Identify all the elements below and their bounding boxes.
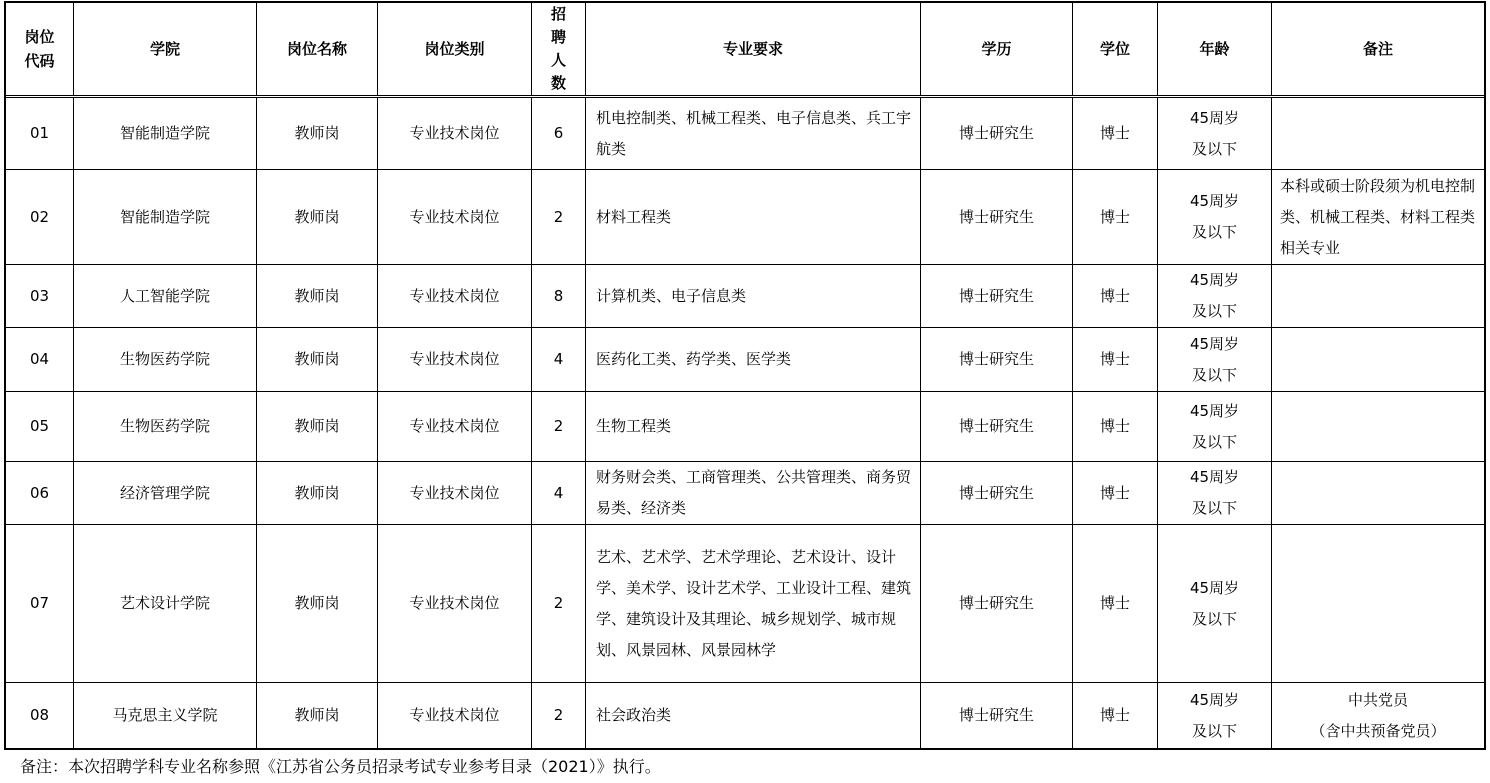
cell-code: 01 <box>6 97 74 170</box>
header-age: 年龄 <box>1158 3 1272 97</box>
age-line-1: 45周岁 <box>1189 401 1240 420</box>
cell-code: 07 <box>6 525 74 683</box>
remark-line-1: 中共党员 <box>1347 690 1408 709</box>
remark-line-1: 本科或硕士阶段须为机电控制类、机械工程类、材料工程类相关专业 <box>1280 176 1476 257</box>
age-line-2: 及以下 <box>1191 365 1237 384</box>
cell-degree: 博士 <box>1073 683 1158 749</box>
cell-degree: 博士 <box>1073 525 1158 683</box>
cell-age <box>1158 265 1272 328</box>
cell-major: 计算机类、电子信息类 <box>586 265 921 328</box>
cell-age <box>1158 97 1272 170</box>
cell-post-type: 专业技术岗位 <box>378 97 532 170</box>
cell-post-name: 教师岗 <box>257 683 378 749</box>
cell-education: 博士研究生 <box>921 170 1073 265</box>
cell-degree: 博士 <box>1073 97 1158 170</box>
footer-note: 备注：本次招聘学科专业名称参照《江苏省公务员招录考试专业参考目录（2021）》执行。 <box>20 757 661 776</box>
cell-education: 博士研究生 <box>921 97 1073 170</box>
table-row <box>6 328 1485 392</box>
cell-major: 机电控制类、机械工程类、电子信息类、兵工宇航类 <box>586 97 921 170</box>
cell-count: 6 <box>532 97 586 170</box>
cell-post-name: 教师岗 <box>257 328 378 392</box>
age-line-2: 及以下 <box>1191 499 1237 517</box>
age-line-1: 45周岁 <box>1189 334 1240 353</box>
cell-count: 8 <box>532 265 586 328</box>
cell-college: 智能制造学院 <box>74 170 257 265</box>
cell-count: 2 <box>532 392 586 462</box>
age-line-1: 45周岁 <box>1189 578 1240 597</box>
cell-college: 人工智能学院 <box>74 265 257 328</box>
cell-code: 04 <box>6 328 74 392</box>
table-row <box>6 525 1485 683</box>
cell-post-name: 教师岗 <box>257 525 378 683</box>
cell-age <box>1158 170 1272 265</box>
age-line-2: 及以下 <box>1191 721 1237 740</box>
cell-count: 4 <box>532 328 586 392</box>
table-row <box>6 462 1485 525</box>
table-row <box>6 170 1485 265</box>
remark-line-2: （含中共预备党员） <box>1310 721 1446 740</box>
cell-age <box>1158 462 1272 525</box>
cell-remarks <box>1272 683 1485 749</box>
cell-remarks <box>1272 462 1485 525</box>
cell-remarks <box>1272 525 1485 683</box>
cell-post-type: 专业技术岗位 <box>378 265 532 328</box>
cell-post-type: 专业技术岗位 <box>378 683 532 749</box>
cell-post-type: 专业技术岗位 <box>378 392 532 462</box>
cell-post-type: 专业技术岗位 <box>378 525 532 683</box>
table-row <box>6 265 1485 328</box>
header-degree: 学位 <box>1073 3 1158 97</box>
cell-post-name: 教师岗 <box>257 392 378 462</box>
header-post-name: 岗位名称 <box>257 3 378 97</box>
cell-college: 艺术设计学院 <box>74 525 257 683</box>
cell-post-type: 专业技术岗位 <box>378 170 532 265</box>
cell-code: 06 <box>6 462 74 525</box>
cell-post-name: 教师岗 <box>257 462 378 525</box>
cell-age <box>1158 392 1272 462</box>
cell-remarks <box>1272 328 1485 392</box>
age-line-1: 45周岁 <box>1189 468 1240 486</box>
cell-remarks <box>1272 97 1485 170</box>
cell-post-name: 教师岗 <box>257 97 378 170</box>
cell-education: 博士研究生 <box>921 328 1073 392</box>
cell-post-name: 教师岗 <box>257 265 378 328</box>
cell-major: 医药化工类、药学类、医学类 <box>586 328 921 392</box>
cell-college: 生物医药学院 <box>74 328 257 392</box>
cell-college: 经济管理学院 <box>74 462 257 525</box>
cell-college: 生物医药学院 <box>74 392 257 462</box>
age-line-1: 45周岁 <box>1189 690 1240 709</box>
cell-degree: 博士 <box>1073 328 1158 392</box>
table-row <box>6 392 1485 462</box>
age-line-2: 及以下 <box>1191 302 1237 320</box>
cell-major: 社会政治类 <box>586 683 921 749</box>
cell-age <box>1158 683 1272 749</box>
header-code: 岗位代码 <box>6 3 74 97</box>
cell-count: 2 <box>532 170 586 265</box>
cell-college: 智能制造学院 <box>74 97 257 170</box>
cell-education: 博士研究生 <box>921 462 1073 525</box>
cell-code: 03 <box>6 265 74 328</box>
cell-major: 材料工程类 <box>586 170 921 265</box>
cell-major: 生物工程类 <box>586 392 921 462</box>
cell-remarks <box>1272 170 1485 265</box>
age-line-1: 45周岁 <box>1189 192 1240 210</box>
cell-age <box>1158 525 1272 683</box>
header-education: 学历 <box>921 3 1073 97</box>
header-remarks: 备注 <box>1272 3 1485 97</box>
header-post-type: 岗位类别 <box>378 3 532 97</box>
age-line-1: 45周岁 <box>1189 271 1240 289</box>
cell-college: 马克思主义学院 <box>74 683 257 749</box>
cell-post-type: 专业技术岗位 <box>378 328 532 392</box>
cell-education: 博士研究生 <box>921 683 1073 749</box>
cell-post-type: 专业技术岗位 <box>378 462 532 525</box>
age-line-2: 及以下 <box>1191 609 1237 628</box>
cell-remarks <box>1272 265 1485 328</box>
cell-degree: 博士 <box>1073 265 1158 328</box>
cell-major: 财务财会类、工商管理类、公共管理类、商务贸易类、经济类 <box>586 462 921 525</box>
cell-education: 博士研究生 <box>921 265 1073 328</box>
cell-remarks <box>1272 392 1485 462</box>
cell-count: 2 <box>532 525 586 683</box>
cell-code: 08 <box>6 683 74 749</box>
age-line-1: 45周岁 <box>1189 108 1240 127</box>
cell-count: 4 <box>532 462 586 525</box>
cell-post-name: 教师岗 <box>257 170 378 265</box>
cell-education: 博士研究生 <box>921 525 1073 683</box>
cell-major: 艺术、艺术学、艺术学理论、艺术设计、设计学、美术学、设计艺术学、工业设计工程、建筑学、建筑设计及其理论、城乡规划学、城市规划、风景园林、风景园林学 <box>586 525 921 683</box>
cell-age <box>1158 328 1272 392</box>
cell-degree: 博士 <box>1073 462 1158 525</box>
header-major: 专业要求 <box>586 3 921 97</box>
cell-code: 05 <box>6 392 74 462</box>
table-row <box>6 683 1485 749</box>
header-count: 招聘人数 <box>532 3 586 97</box>
age-line-2: 及以下 <box>1191 223 1237 241</box>
table-row <box>6 97 1485 170</box>
cell-degree: 博士 <box>1073 170 1158 265</box>
recruitment-table <box>5 2 1485 749</box>
header-row <box>6 3 1485 97</box>
cell-degree: 博士 <box>1073 392 1158 462</box>
cell-code: 02 <box>6 170 74 265</box>
age-line-2: 及以下 <box>1191 139 1237 158</box>
age-line-2: 及以下 <box>1191 432 1237 451</box>
header-college: 学院 <box>74 3 257 97</box>
cell-education: 博士研究生 <box>921 392 1073 462</box>
cell-count: 2 <box>532 683 586 749</box>
